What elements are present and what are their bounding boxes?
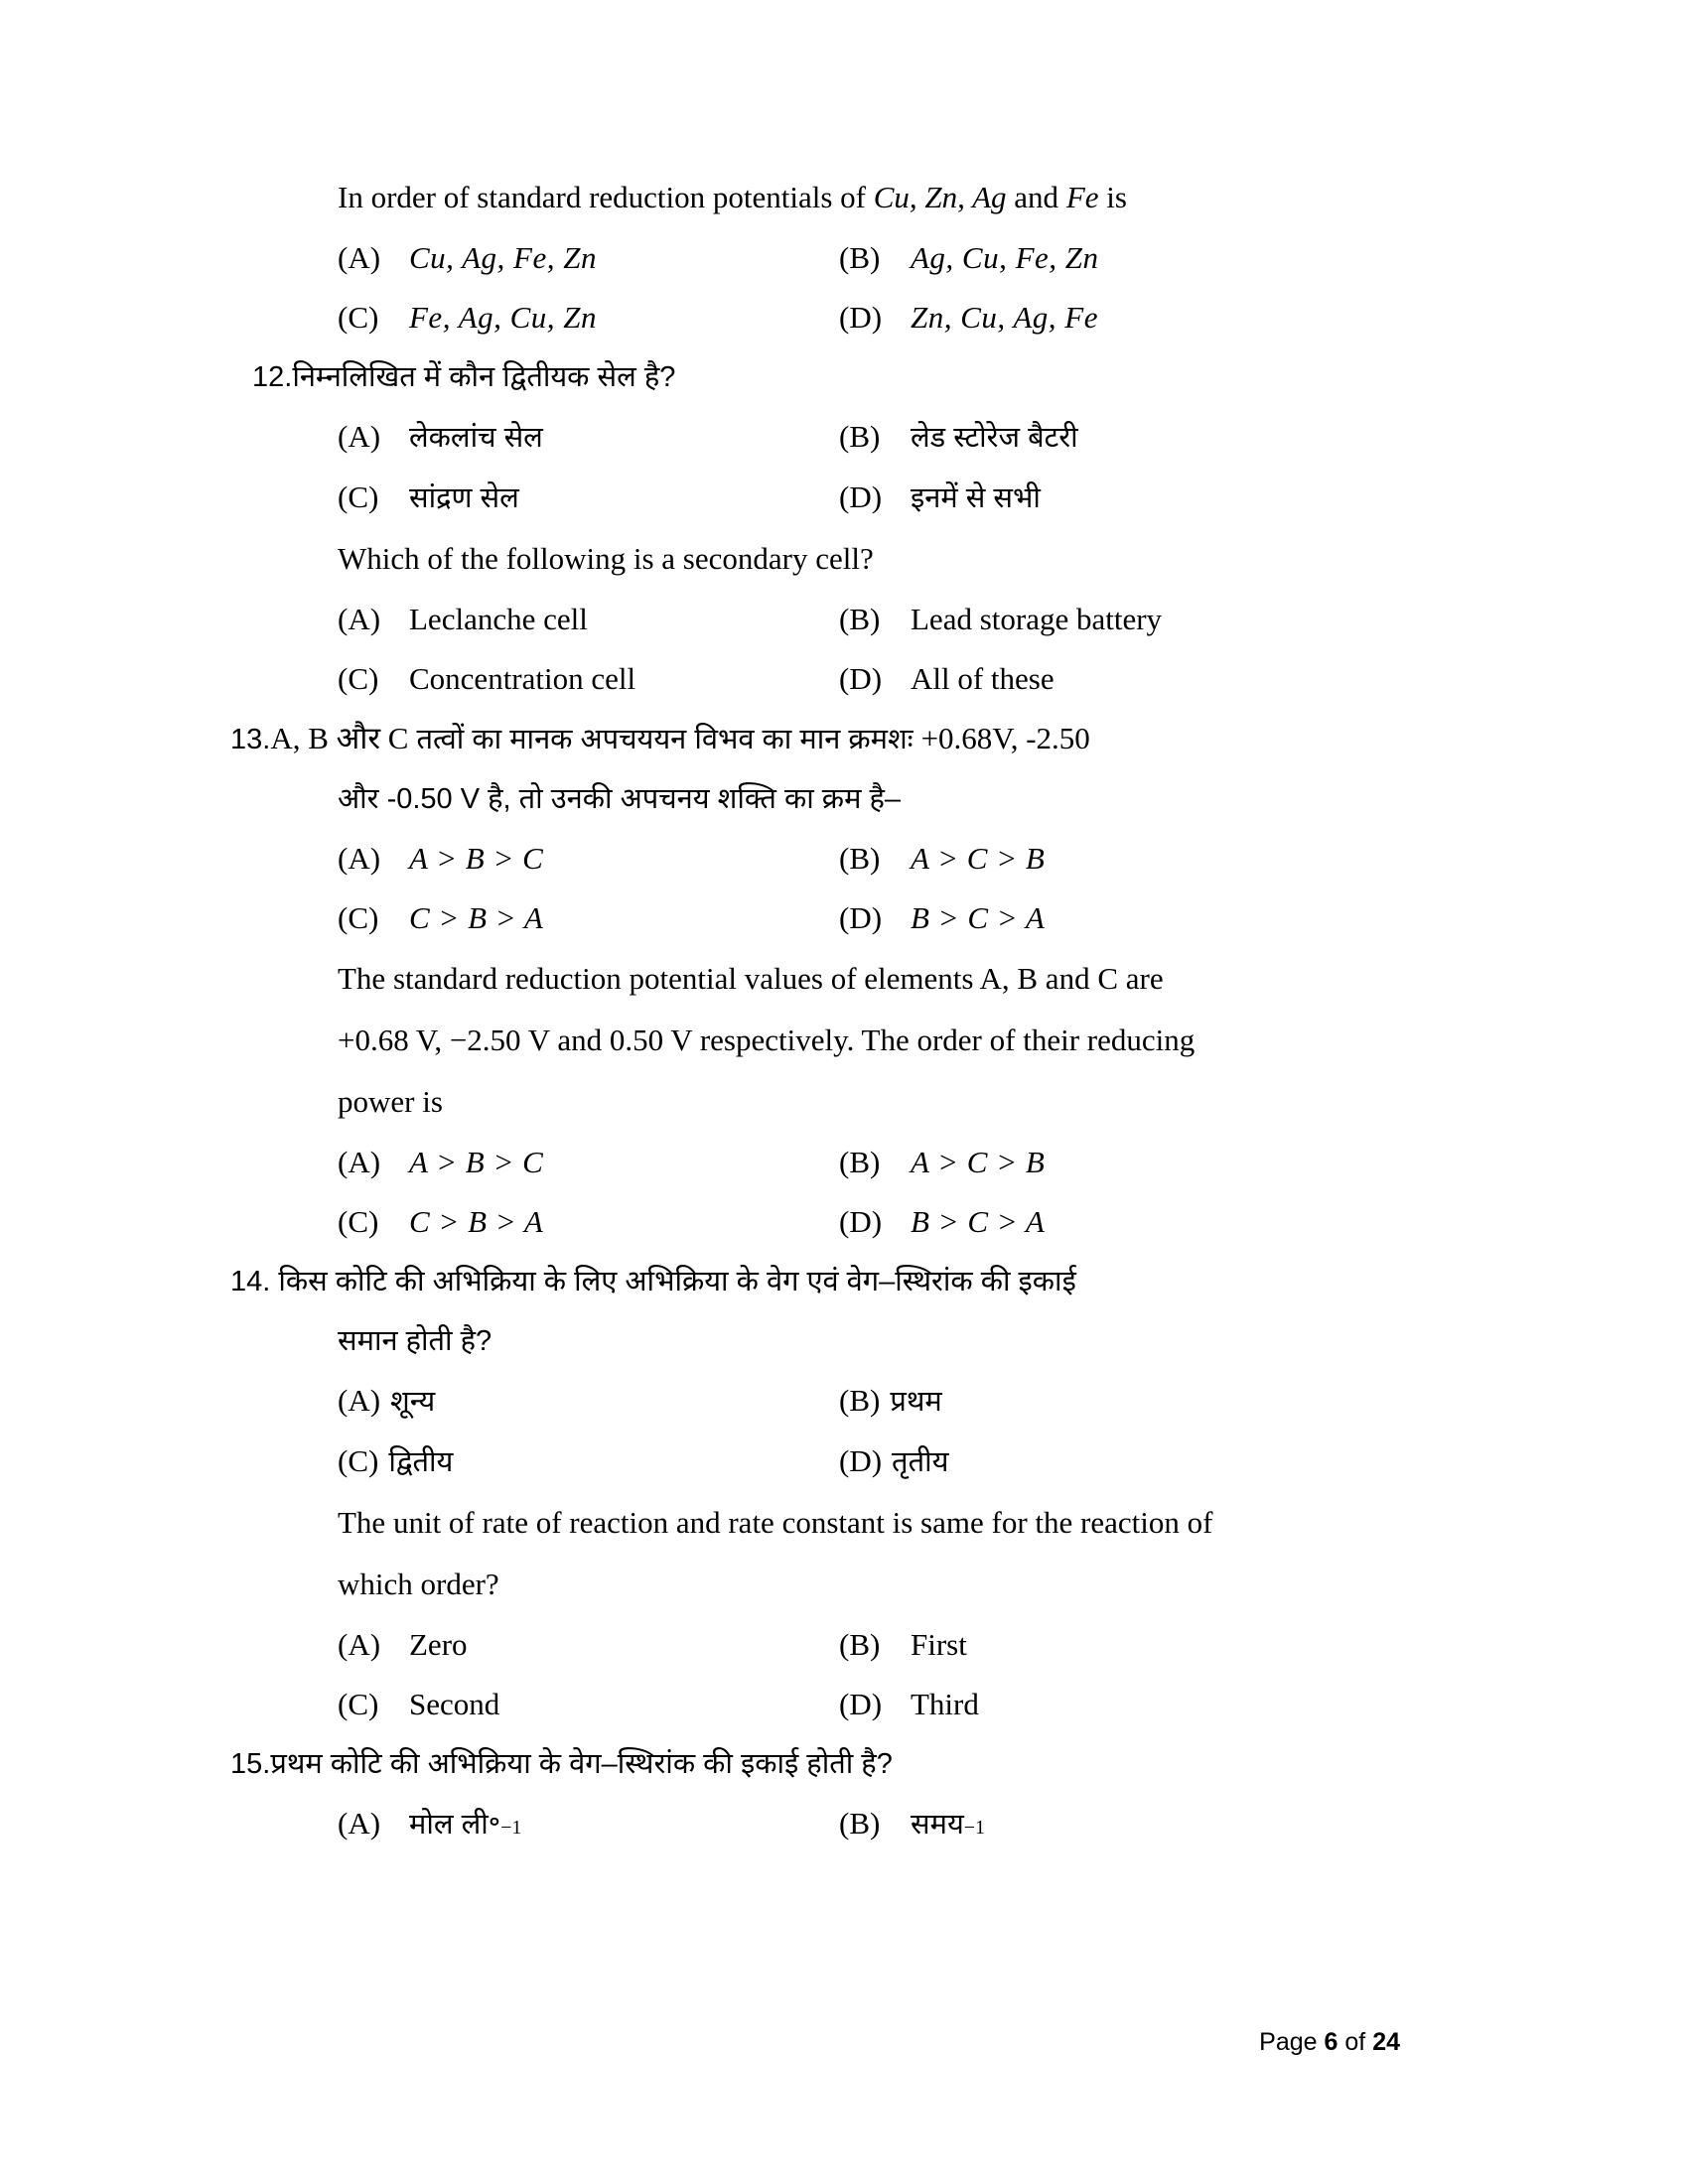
option-a-tag: (A) xyxy=(338,419,381,454)
question-13-hindi-text: तत्वों का मानक अपचययन विभव का मान क्रमशः xyxy=(416,724,914,755)
question-13-english-options-row-2 xyxy=(290,1192,1402,1252)
question-13-stem-english-line-1: The standard reduction potential values of elements A, B and C are xyxy=(338,961,1164,996)
option-d[interactable] xyxy=(839,1192,1355,1252)
question-11-options-row-1 xyxy=(290,228,1402,288)
option-a[interactable] xyxy=(338,590,839,649)
question-13-elements: A, B और C xyxy=(270,721,409,755)
option-a-label: लेकलांच सेल xyxy=(409,422,543,454)
option-b-label: Lead storage battery xyxy=(911,602,1163,636)
option-b-tag: (B) xyxy=(839,1145,881,1179)
question-12-stem-english: Which of the following is a secondary cell? xyxy=(338,541,874,576)
option-d-label: Zn, Cu, Ag, Fe xyxy=(911,300,1098,335)
option-c-tag: (C) xyxy=(338,1204,379,1239)
option-c-label: Concentration cell xyxy=(409,661,636,696)
question-12-hindi-text: निम्नलिखित में कौन द्वितीयक सेल है? xyxy=(292,361,676,393)
option-a-tag: (A) xyxy=(338,240,381,275)
option-d[interactable] xyxy=(839,288,1355,347)
option-b[interactable] xyxy=(839,228,1355,288)
option-a-tag: (A) xyxy=(338,841,381,876)
question-14-stem-english-line-1: The unit of rate of reaction and rate constant is same for the reaction of xyxy=(338,1505,1213,1540)
option-a[interactable] xyxy=(338,228,839,288)
question-13-stem-english-line-3: power is xyxy=(338,1084,443,1119)
option-a-label: Leclanche cell xyxy=(409,602,588,636)
option-d-label: All of these xyxy=(911,661,1055,696)
question-15-hindi-options-row-1 xyxy=(290,1794,1402,1857)
option-c[interactable] xyxy=(338,468,839,528)
option-c-label: द्वितीय xyxy=(388,1446,454,1478)
option-b-label: First xyxy=(911,1627,967,1662)
option-c[interactable] xyxy=(338,1432,839,1492)
q11-stem-symbol-fe: Fe xyxy=(1065,180,1099,214)
option-a-tag: (A) xyxy=(338,1383,381,1418)
option-c-label: C > B > A xyxy=(409,900,544,935)
question-14-hindi-text: किस कोटि की अभिक्रिया के लिए अभिक्रिया के वेग एवं वेग–स्थिरांक की इकाई xyxy=(278,1266,1076,1297)
option-a[interactable] xyxy=(338,1794,839,1857)
question-14-hindi-options-row-2 xyxy=(290,1432,1402,1492)
option-b-superscript: −1 xyxy=(963,1817,986,1839)
footer-of-label: of xyxy=(1344,2028,1366,2056)
option-d-label: B > C > A xyxy=(911,1204,1046,1239)
option-a-label: Zero xyxy=(409,1627,468,1662)
option-b-tag: (B) xyxy=(839,1806,881,1841)
option-c[interactable] xyxy=(338,1675,839,1734)
option-a-tag: (A) xyxy=(338,1806,381,1841)
option-b-tag: (B) xyxy=(839,419,881,454)
option-b[interactable] xyxy=(839,407,1355,468)
option-c-label: सांद्रण सेल xyxy=(409,482,519,514)
question-13-stem-english-line-2: +0.68 V, −2.50 V and 0.50 V respectively. The order of their reducing xyxy=(338,1023,1196,1057)
option-b-label: A > C > B xyxy=(911,841,1046,876)
option-c-label: Second xyxy=(409,1687,500,1721)
q11-stem-symbols: Cu, Zn, Ag xyxy=(873,180,1007,214)
question-15-hindi-text: प्रथम कोटि की अभिक्रिया के वेग–स्थिरांक की इकाई होती है? xyxy=(270,1748,893,1780)
option-b-label: समय xyxy=(911,1809,964,1841)
option-a-tag: (A) xyxy=(338,602,381,636)
option-d[interactable] xyxy=(839,1432,1355,1492)
option-d-label: इनमें से सभी xyxy=(911,482,1041,514)
question-13-number: 13. xyxy=(230,724,271,755)
option-b-tag: (B) xyxy=(839,602,881,636)
option-a[interactable] xyxy=(338,407,839,468)
option-a[interactable] xyxy=(338,1133,839,1192)
question-11-options-row-2 xyxy=(290,288,1402,347)
option-d-label: Third xyxy=(911,1687,979,1721)
option-c-tag: (C) xyxy=(338,479,379,514)
question-13-stem-hindi-line-1 xyxy=(230,709,1402,769)
option-b-label: Ag, Cu, Fe, Zn xyxy=(911,240,1099,275)
option-b[interactable] xyxy=(839,829,1355,888)
option-d-tag: (D) xyxy=(839,479,883,514)
option-b[interactable] xyxy=(839,1794,1355,1857)
option-a-label: A > B > C xyxy=(409,1145,544,1179)
question-13-stem-hindi-line-2: और -0.50 V है, तो उनकी अपचनय शक्ति का क्रम है– xyxy=(338,783,901,815)
option-c[interactable] xyxy=(338,649,839,709)
option-a-label: मोल ली॰ xyxy=(409,1809,501,1841)
option-d-label: तृतीय xyxy=(892,1446,949,1478)
option-d-tag: (D) xyxy=(839,1204,883,1239)
option-c[interactable] xyxy=(338,288,839,347)
option-c-tag: (C) xyxy=(338,661,379,696)
question-11-stem-english xyxy=(290,167,1402,228)
question-13-hindi-options-row-1 xyxy=(290,829,1402,888)
option-a-label: A > B > C xyxy=(409,841,544,876)
option-c-tag: (C) xyxy=(338,900,379,935)
option-b-tag: (B) xyxy=(839,1383,881,1418)
option-c-label: Fe, Ag, Cu, Zn xyxy=(409,300,597,335)
option-d-tag: (D) xyxy=(839,900,883,935)
option-c[interactable] xyxy=(338,1192,839,1252)
option-d[interactable] xyxy=(839,468,1355,528)
option-b[interactable] xyxy=(839,1133,1355,1192)
question-14-hindi-options-row-1 xyxy=(290,1371,1402,1432)
option-b-tag: (B) xyxy=(839,841,881,876)
option-c-tag: (C) xyxy=(338,1443,379,1478)
question-14-stem-hindi-line-1 xyxy=(230,1252,1402,1311)
question-12-english-options-row-2 xyxy=(290,649,1402,709)
option-d[interactable] xyxy=(839,1675,1355,1734)
footer-page-label: Page xyxy=(1259,2028,1318,2056)
option-b-label: A > C > B xyxy=(911,1145,1046,1179)
option-d-tag: (D) xyxy=(839,1687,883,1721)
question-14-stem-english-line-2: which order? xyxy=(338,1567,499,1601)
option-b[interactable] xyxy=(839,1615,1355,1675)
question-13-values: +0.68V, -2.50 xyxy=(920,721,1090,755)
q11-stem-is: is xyxy=(1106,180,1127,214)
option-a-superscript: −1 xyxy=(500,1817,522,1839)
question-15-stem-hindi xyxy=(230,1734,1402,1794)
question-12-number: 12. xyxy=(252,361,293,393)
footer-page-number: 6 xyxy=(1324,2028,1338,2056)
question-15-number: 15. xyxy=(230,1748,271,1780)
option-c-label: C > B > A xyxy=(409,1204,544,1239)
option-a[interactable] xyxy=(338,1371,839,1432)
question-13-english-options-row-1 xyxy=(290,1133,1402,1192)
option-b[interactable] xyxy=(839,1371,1355,1432)
option-b-label: लेड स्टोरेज बैटरी xyxy=(911,422,1078,454)
option-a-label: Cu, Ag, Fe, Zn xyxy=(409,240,597,275)
question-12-english-options-row-1 xyxy=(290,590,1402,649)
option-b[interactable] xyxy=(839,590,1355,649)
option-a-tag: (A) xyxy=(338,1145,381,1179)
option-c-tag: (C) xyxy=(338,1687,379,1721)
option-d-tag: (D) xyxy=(839,661,883,696)
option-a-label: शून्य xyxy=(390,1386,436,1418)
page-footer xyxy=(1259,2028,1400,2057)
question-13-hindi-options-row-2 xyxy=(290,888,1402,948)
q11-stem-text: In order of standard reduction potentials of xyxy=(338,180,866,214)
option-a[interactable] xyxy=(338,829,839,888)
footer-total-pages: 24 xyxy=(1372,2028,1400,2056)
question-14-english-options-row-2 xyxy=(290,1675,1402,1734)
option-a[interactable] xyxy=(338,1615,839,1675)
question-12-stem-hindi xyxy=(252,347,1402,407)
option-c[interactable] xyxy=(338,888,839,948)
question-14-stem-hindi-line-2: समान होती है? xyxy=(338,1325,492,1357)
option-d-tag: (D) xyxy=(839,300,883,335)
page-content xyxy=(230,167,1402,1857)
option-d-tag: (D) xyxy=(839,1443,883,1478)
option-b-label: प्रथम xyxy=(890,1386,942,1418)
question-12-hindi-options-row-1 xyxy=(290,407,1402,468)
q11-stem-and: and xyxy=(1014,180,1059,214)
question-12-hindi-options-row-2 xyxy=(290,468,1402,528)
option-c-tag: (C) xyxy=(338,300,379,335)
question-14-english-options-row-1 xyxy=(290,1615,1402,1675)
option-b-tag: (B) xyxy=(839,1627,881,1662)
option-d[interactable] xyxy=(839,888,1355,948)
option-b-tag: (B) xyxy=(839,240,881,275)
question-14-number: 14. xyxy=(230,1266,271,1297)
option-d[interactable] xyxy=(839,649,1355,709)
option-a-tag: (A) xyxy=(338,1627,381,1662)
option-d-label: B > C > A xyxy=(911,900,1046,935)
